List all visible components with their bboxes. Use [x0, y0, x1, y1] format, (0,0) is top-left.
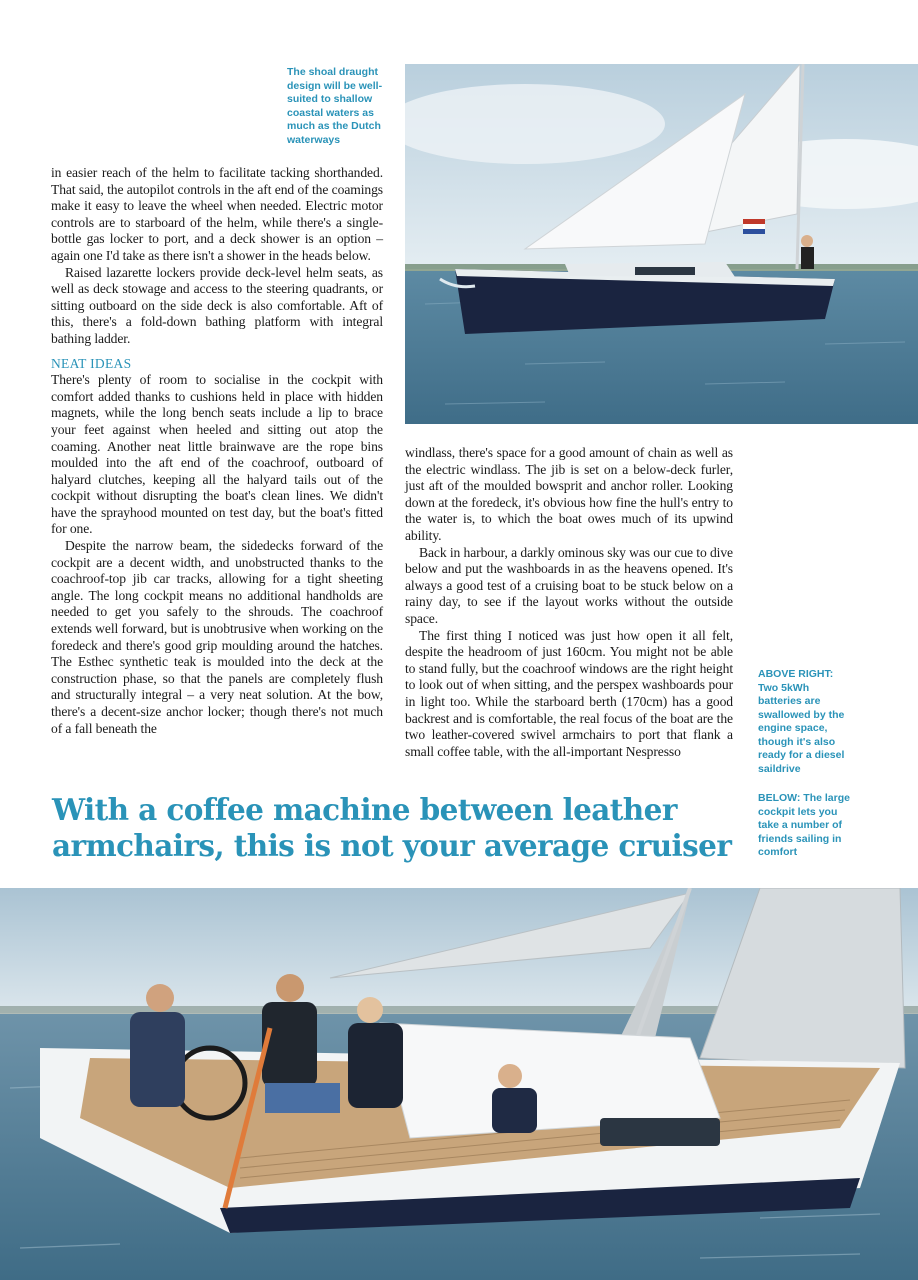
- pull-quote: With a coffee machine between leather armchairs, this is not your average cruiser: [52, 792, 732, 863]
- paragraph: windlass, there's space for a good amount of chain as well as the electric windlass. The jib is set on a below-deck furler, just aft of the moulded bowsprit and anchor roller. Looking down at the foredeck, it's obvious how fine the hull's entry to the water is, to which the boat owes much of its upwind ability.: [405, 445, 733, 543]
- paragraph: Raised lazarette lockers provide deck-level helm seats, as well as deck stowage and access to the steering quadrants, or sitting outboard on the side deck is also comfortable. Aft of this, there's a fold-down bathing platform with integral bathing ladder.: [51, 264, 383, 346]
- paragraph: There's plenty of room to socialise in the cockpit with comfort added thanks to cushions held in place with hidden magnets, while the long bench seats include a lip to brace your feet against when heeled and sitting out atop the coaming. Another neat little brainwave are the rope bins moulded into the aft end of the coachroof, outboard of halyard clutches, keeping all the halyard tails out of the cockpit without disrupting the boat's clean lines. We didn't have the sprayhood mounted on test day, but the boat's fitted for one.: [51, 372, 383, 537]
- paragraph: The first thing I noticed was just how open it all felt, despite the headroom of just 160cm. You might not be able to stand fully, but the coachroof windows are the right height to look out of when sitting, and the perspex washboards pour in light too. While the starboard berth (170cm) has a good backrest and is comfortable, the real focus of the boat are the two leather-covered swivel armchairs to port that flank a small coffee table, with the all-important Nespresso: [405, 627, 733, 759]
- article-column-right: [405, 445, 733, 760]
- paragraph: Despite the narrow beam, the sidedecks forward of the cockpit are a decent width, and unobstructed thanks to the coachroof-top jib car tracks, allowing for a tight sheeting angle. The long cockpit means no additional handholds are needed to get you safely to the shrouds. The coachroof extends well forward, but is unobtrusive when working on the foredeck and there's good grip moulding around the hatches. The Esthec synthetic teak is moulded into the deck at the construction phase, so that the panels are completely flush and structurally integral – a very neat solution. At the bow, there's a decent-size anchor locker; though there's not much of a fall beneath the: [51, 538, 383, 736]
- paragraph: Back in harbour, a darkly ominous sky was our cue to dive below and put the washboards in as the heavens opened. It's always a good test of a cruising boat to be stuck below on a rainy day, to see if the layout works without the outside space.: [405, 544, 733, 626]
- sailboat-photo-top: [405, 64, 918, 424]
- photo-caption-above-right: ABOVE RIGHT: Two 5kWh batteries are swallowed by the engine space, though it's also ready for a diesel saildrive: [758, 668, 845, 775]
- photo-caption-below: BELOW: The large cockpit lets you take a number of friends sailing in comfort: [758, 792, 850, 858]
- photo-caption-top: The shoal draught design will be well-suited to shallow coastal waters as much as the Dutch waterways: [287, 66, 383, 146]
- sailboat-photo-bottom: [0, 888, 918, 1280]
- section-subheading: NEAT IDEAS: [51, 355, 132, 371]
- paragraph: in easier reach of the helm to facilitate tacking shorthanded. That said, the autopilot controls in the aft end of the coamings make it easy to leave the wheel when needed. Electric motor controls are to starboard of the helm, while there's a single-bottle gas locker to port, and a deck shower is an option – again one I'd take as there isn't a shower in the heads below.: [51, 165, 383, 263]
- article-column-left: [51, 165, 383, 737]
